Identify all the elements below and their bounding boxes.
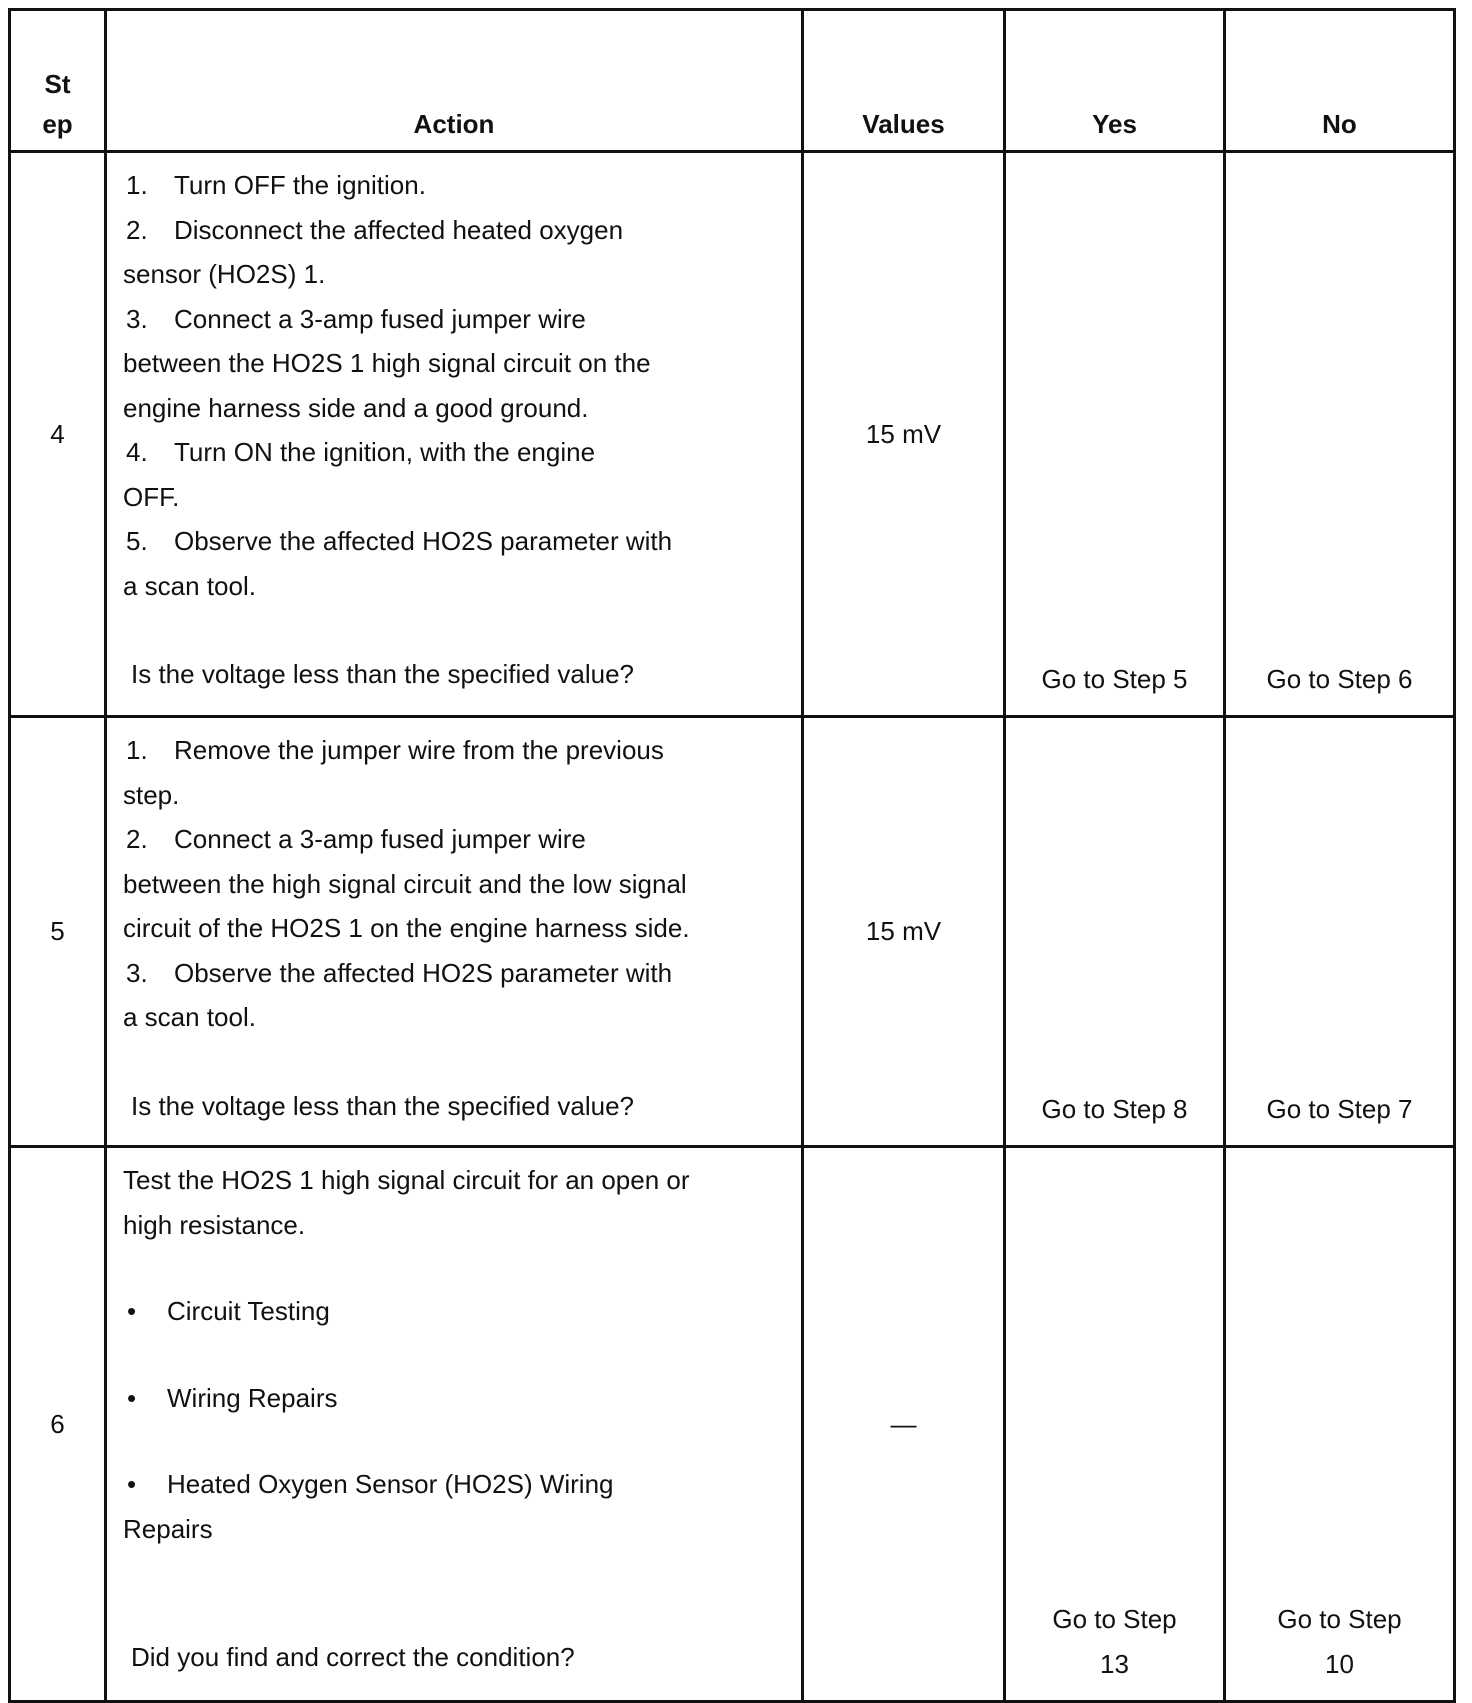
no-link[interactable]: Go to Step 7: [1225, 717, 1455, 1147]
table-row: [10, 717, 1455, 1147]
step-number: 4: [10, 152, 106, 717]
bullet-icon: •: [127, 1469, 137, 1499]
list-item: • Circuit Testing: [123, 1289, 785, 1334]
question-text: Did you find and correct the condition?: [131, 1642, 575, 1672]
header-action: Action: [106, 10, 803, 152]
list-item: • Wiring Repairs: [123, 1376, 785, 1421]
action-cell: Test the HO2S 1 high signal circuit for an open or high resistance. • Circuit Testing • Wiring Repairs • Heated Oxygen Sensor (HO2S) Wiring Repairs Did you find and correct the condition?: [106, 1147, 803, 1702]
no-link[interactable]: Go to Step 10: [1225, 1147, 1455, 1702]
no-link[interactable]: Go to Step 6: [1225, 152, 1455, 717]
header-yes: Yes: [1005, 10, 1225, 152]
action-cell: 1. Turn OFF the ignition. 2. Disconnect the affected heated oxygen sensor (HO2S) 1. 3. Connect a 3-amp fused jumper wire between the HO2S 1 high signal circuit on the engine harness side and a good ground. 4. Turn ON the ignition, with the engine OFF. 5. Observe the affected HO2S parameter with a scan tool. Is the voltage less than the specified value?: [106, 152, 803, 717]
question-text: Is the voltage less than the specified value?: [131, 659, 634, 689]
header-step: St ep: [10, 10, 106, 152]
header-values: Values: [803, 10, 1005, 152]
yes-link[interactable]: Go to Step 8: [1005, 717, 1225, 1147]
yes-link[interactable]: Go to Step 13: [1005, 1147, 1225, 1702]
yes-link[interactable]: Go to Step 5: [1005, 152, 1225, 717]
action-cell: 1. Remove the jumper wire from the previous step. 2. Connect a 3-amp fused jumper wire between the high signal circuit and the low signal circuit of the HO2S 1 on the engine harness side. 3. Observe the affected HO2S parameter with a scan tool. Is the voltage less than the specified value?: [106, 717, 803, 1147]
step-number: 6: [10, 1147, 106, 1702]
value-cell: —: [803, 1147, 1005, 1702]
question-text: Is the voltage less than the specified value?: [131, 1090, 634, 1121]
step-number: 5: [10, 717, 106, 1147]
header-row: [10, 10, 1455, 152]
value-cell: 15 mV: [803, 152, 1005, 717]
list-item: • Heated Oxygen Sensor (HO2S) Wiring: [123, 1462, 785, 1507]
value-cell: 15 mV: [803, 717, 1005, 1147]
bullet-icon: •: [127, 1382, 137, 1413]
header-no: No: [1225, 10, 1455, 152]
table-row: [10, 1147, 1455, 1702]
bullet-icon: •: [127, 1296, 137, 1326]
table-row: [10, 152, 1455, 717]
diagnostic-table: [8, 8, 1456, 1703]
